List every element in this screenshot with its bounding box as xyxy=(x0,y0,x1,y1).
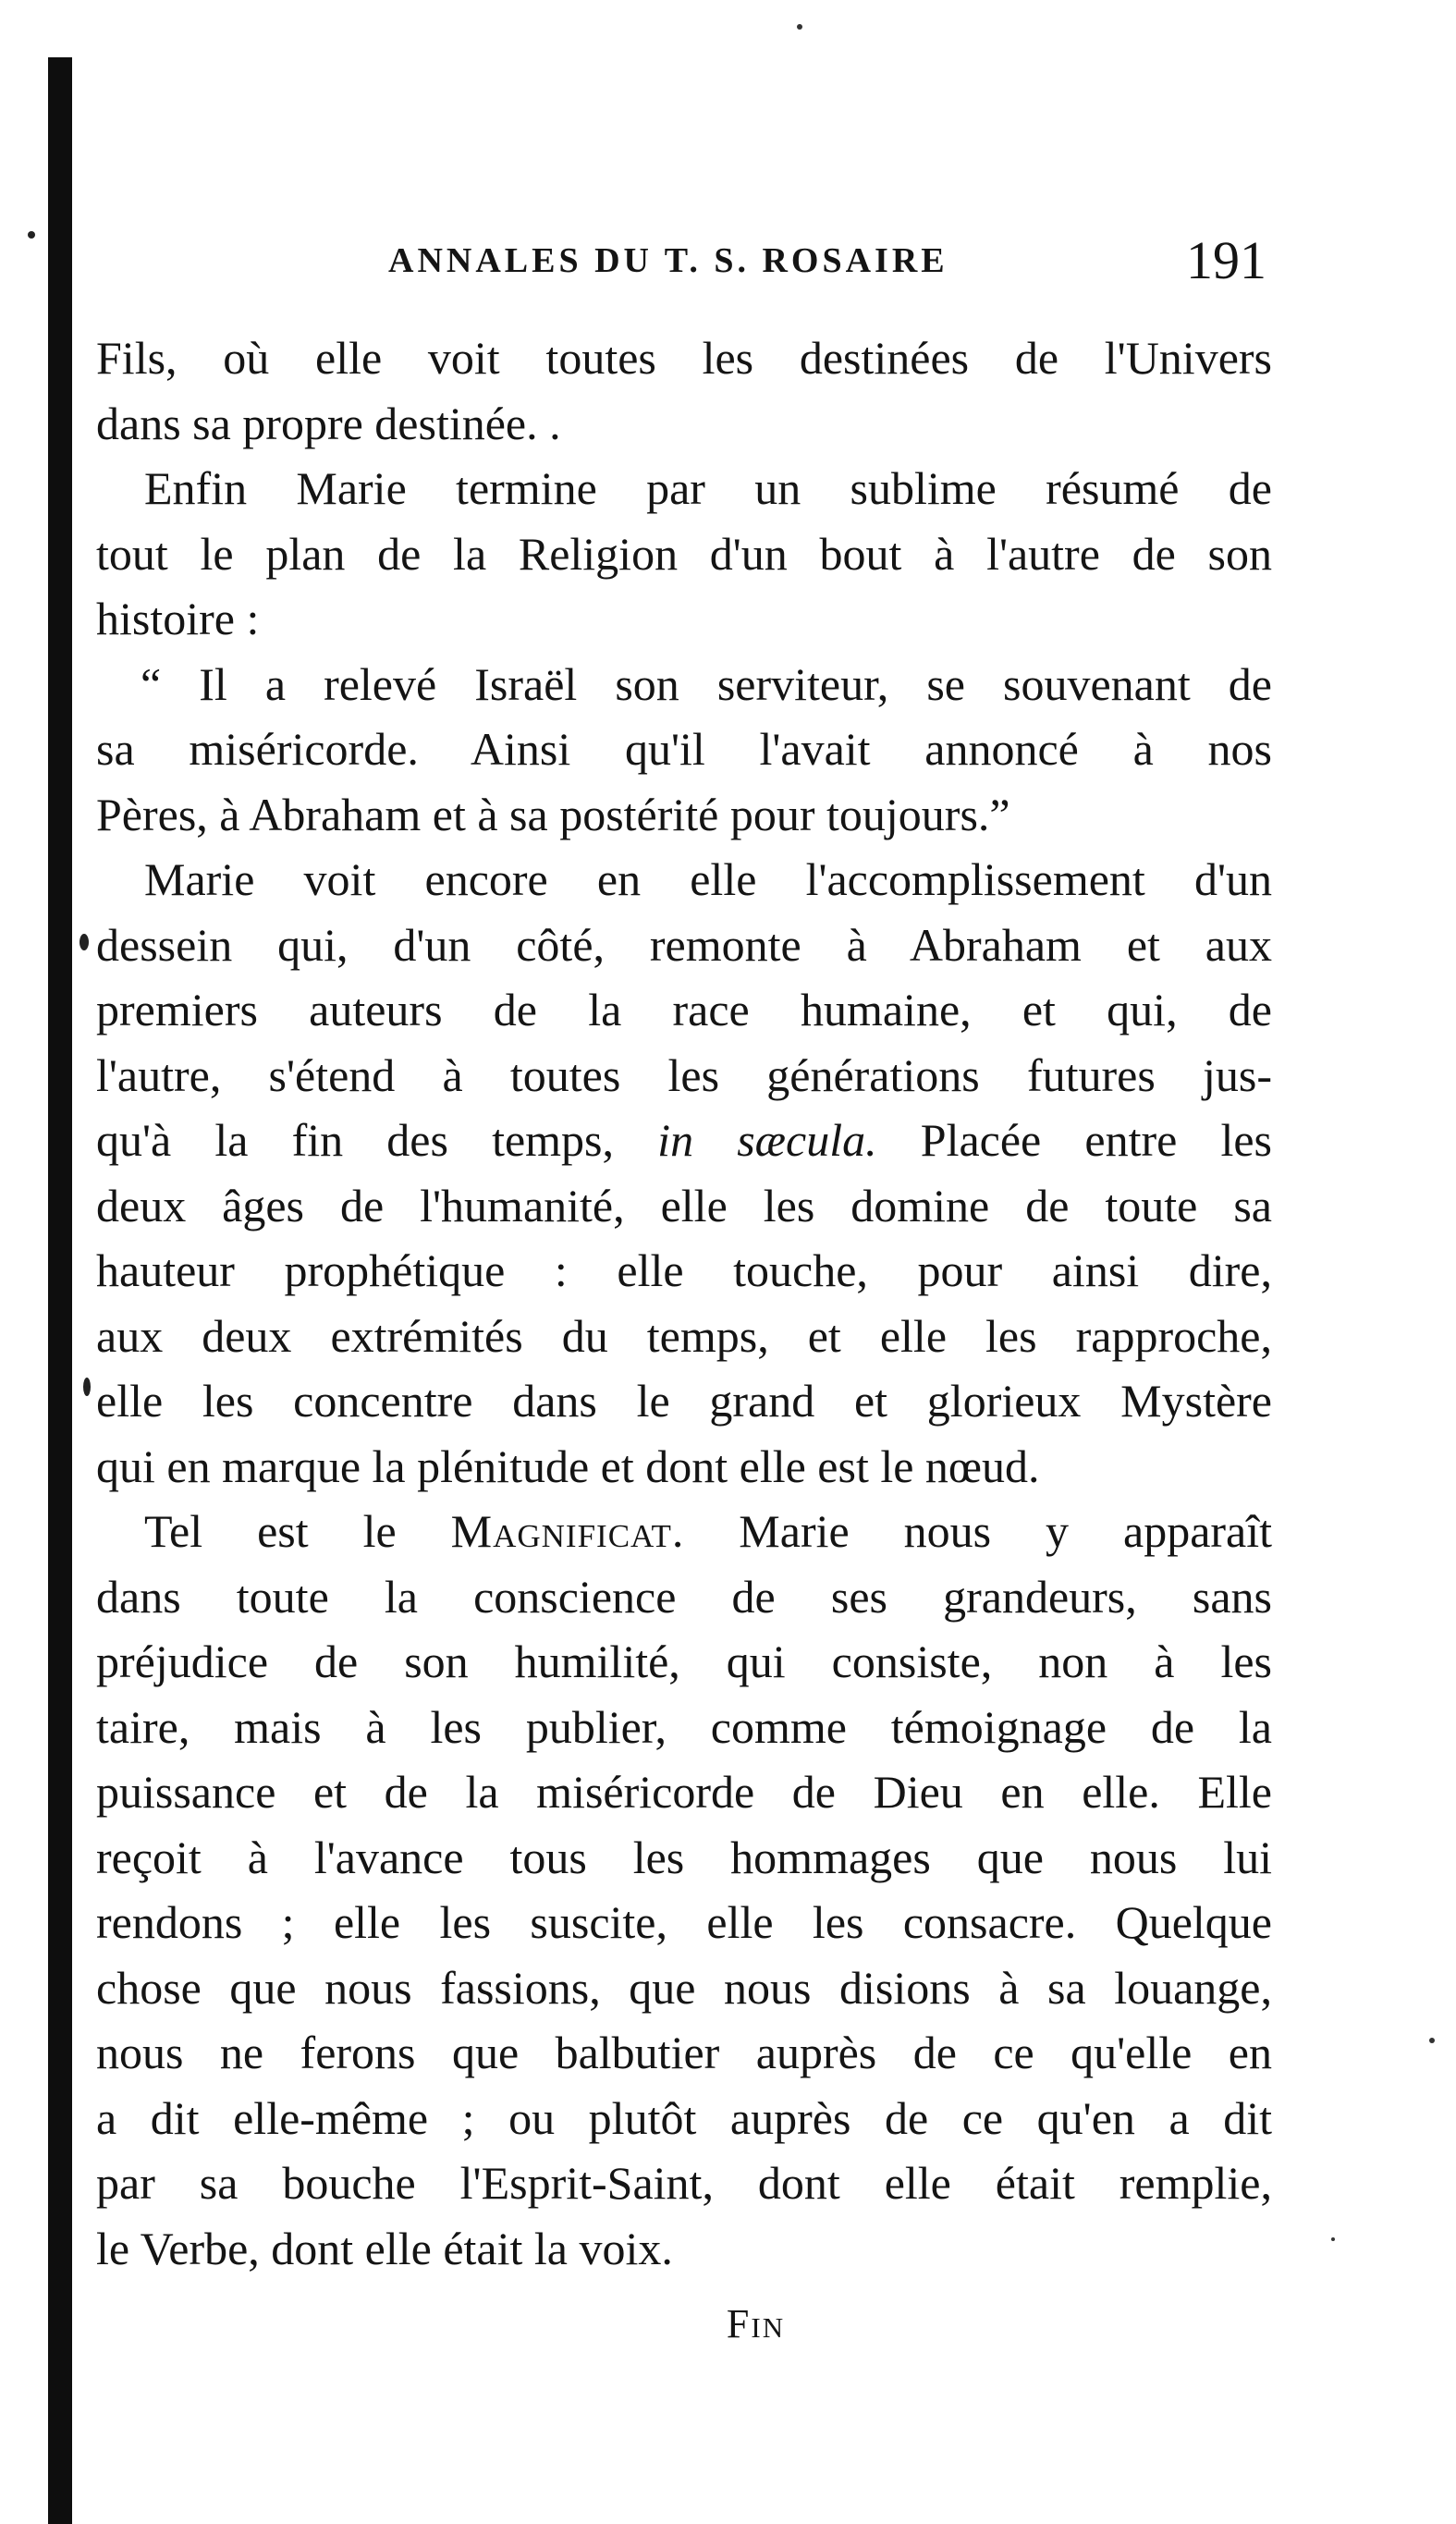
text-line: Pères, à Abraham et à sa postérité pour toujours.” xyxy=(96,788,1010,840)
text-line: Fils, où elle voit toutes les destinées de l'Univers xyxy=(96,332,1272,384)
scan-speck xyxy=(1429,2038,1435,2043)
text-run: Marie nous y apparaît xyxy=(739,1505,1273,1557)
small-caps-title: Magnificat. xyxy=(450,1505,685,1557)
scan-speck xyxy=(80,934,89,950)
text-line: dessein qui, d'un côté, remonte à Abraham et aux xyxy=(96,918,1272,971)
text-line: elle les concentre dans le grand et glorieux Mystère xyxy=(96,1375,1272,1427)
text-line: rendons ; elle les suscite, elle les consacre. Quelque xyxy=(96,1896,1272,1948)
text-line: sa miséricorde. Ainsi qu'il l'avait annoncé à nos xyxy=(96,723,1272,775)
body-text xyxy=(96,325,1272,2281)
text-line: dans toute la conscience de ses grandeurs, sans xyxy=(96,1570,1272,1623)
text-line: deux âges de l'humanité, elle les domine de toute sa xyxy=(96,1179,1272,1231)
text-line: dans sa propre destinée. . xyxy=(96,397,561,449)
text-run: Placée entre les xyxy=(920,1114,1273,1166)
text-line: puissance et de la miséricorde de Dieu en elle. Elle xyxy=(96,1766,1272,1818)
running-title: ANNALES DU T. S. ROSAIRE xyxy=(388,241,948,280)
text-line: nous ne ferons que balbutier auprès de ce qu'elle en xyxy=(96,2027,1272,2078)
text-line: par sa bouche l'Esprit-Saint, dont elle était remplie, xyxy=(96,2157,1272,2209)
text-line: aux deux extrémités du temps, et elle les rapproche, xyxy=(96,1309,1272,1362)
text-line: reçoit à l'avance tous les hommages que nous lui xyxy=(96,1831,1272,1883)
text-line: qui en marque la plénitude et dont elle est le nœud. xyxy=(96,1440,1040,1492)
italic-phrase: in sæcula. xyxy=(657,1114,877,1166)
end-mark: Fin xyxy=(726,2301,786,2346)
page-header xyxy=(388,229,1266,290)
text-line xyxy=(96,1108,1272,1173)
text-line: Enfin Marie termine par un sublime résumé de xyxy=(144,462,1272,514)
text-line: hauteur prophétique : elle touche, pour ainsi dire, xyxy=(96,1244,1272,1296)
text-line: premiers auteurs de la race humaine, et qui, de xyxy=(96,984,1272,1035)
text-line: histoire : xyxy=(96,593,260,644)
text-line: a dit elle-même ; ou plutôt auprès de ce qu'en a dit xyxy=(96,2091,1272,2144)
scan-speck xyxy=(28,231,35,239)
text-run: qu'à la fin des temps, xyxy=(96,1114,615,1166)
text-line: le Verbe, dont elle était la voix. xyxy=(96,2222,673,2274)
page-number: 191 xyxy=(1186,230,1266,290)
text-line: l'autre, s'étend à toutes les générations futures jus- xyxy=(96,1048,1272,1101)
scan-speck xyxy=(1331,2237,1335,2241)
text-line: Marie voit encore en elle l'accomplissement d'un xyxy=(144,853,1272,905)
text-run: Tel est le xyxy=(144,1505,397,1557)
text-line: tout le plan de la Religion d'un bout à l'autre de son xyxy=(96,527,1272,580)
text-line: préjudice de son humilité, qui consiste, non à les xyxy=(96,1636,1272,1687)
scan-speck xyxy=(83,1378,91,1396)
text-line xyxy=(96,1499,1272,1564)
text-line: taire, mais à les publier, comme témoignage de la xyxy=(96,1700,1272,1753)
text-line: “ Il a relevé Israël son serviteur, se souvenant de xyxy=(141,657,1272,710)
scan-speck xyxy=(797,24,802,30)
text-line: chose que nous fassions, que nous disions à sa louange, xyxy=(96,1961,1272,2014)
